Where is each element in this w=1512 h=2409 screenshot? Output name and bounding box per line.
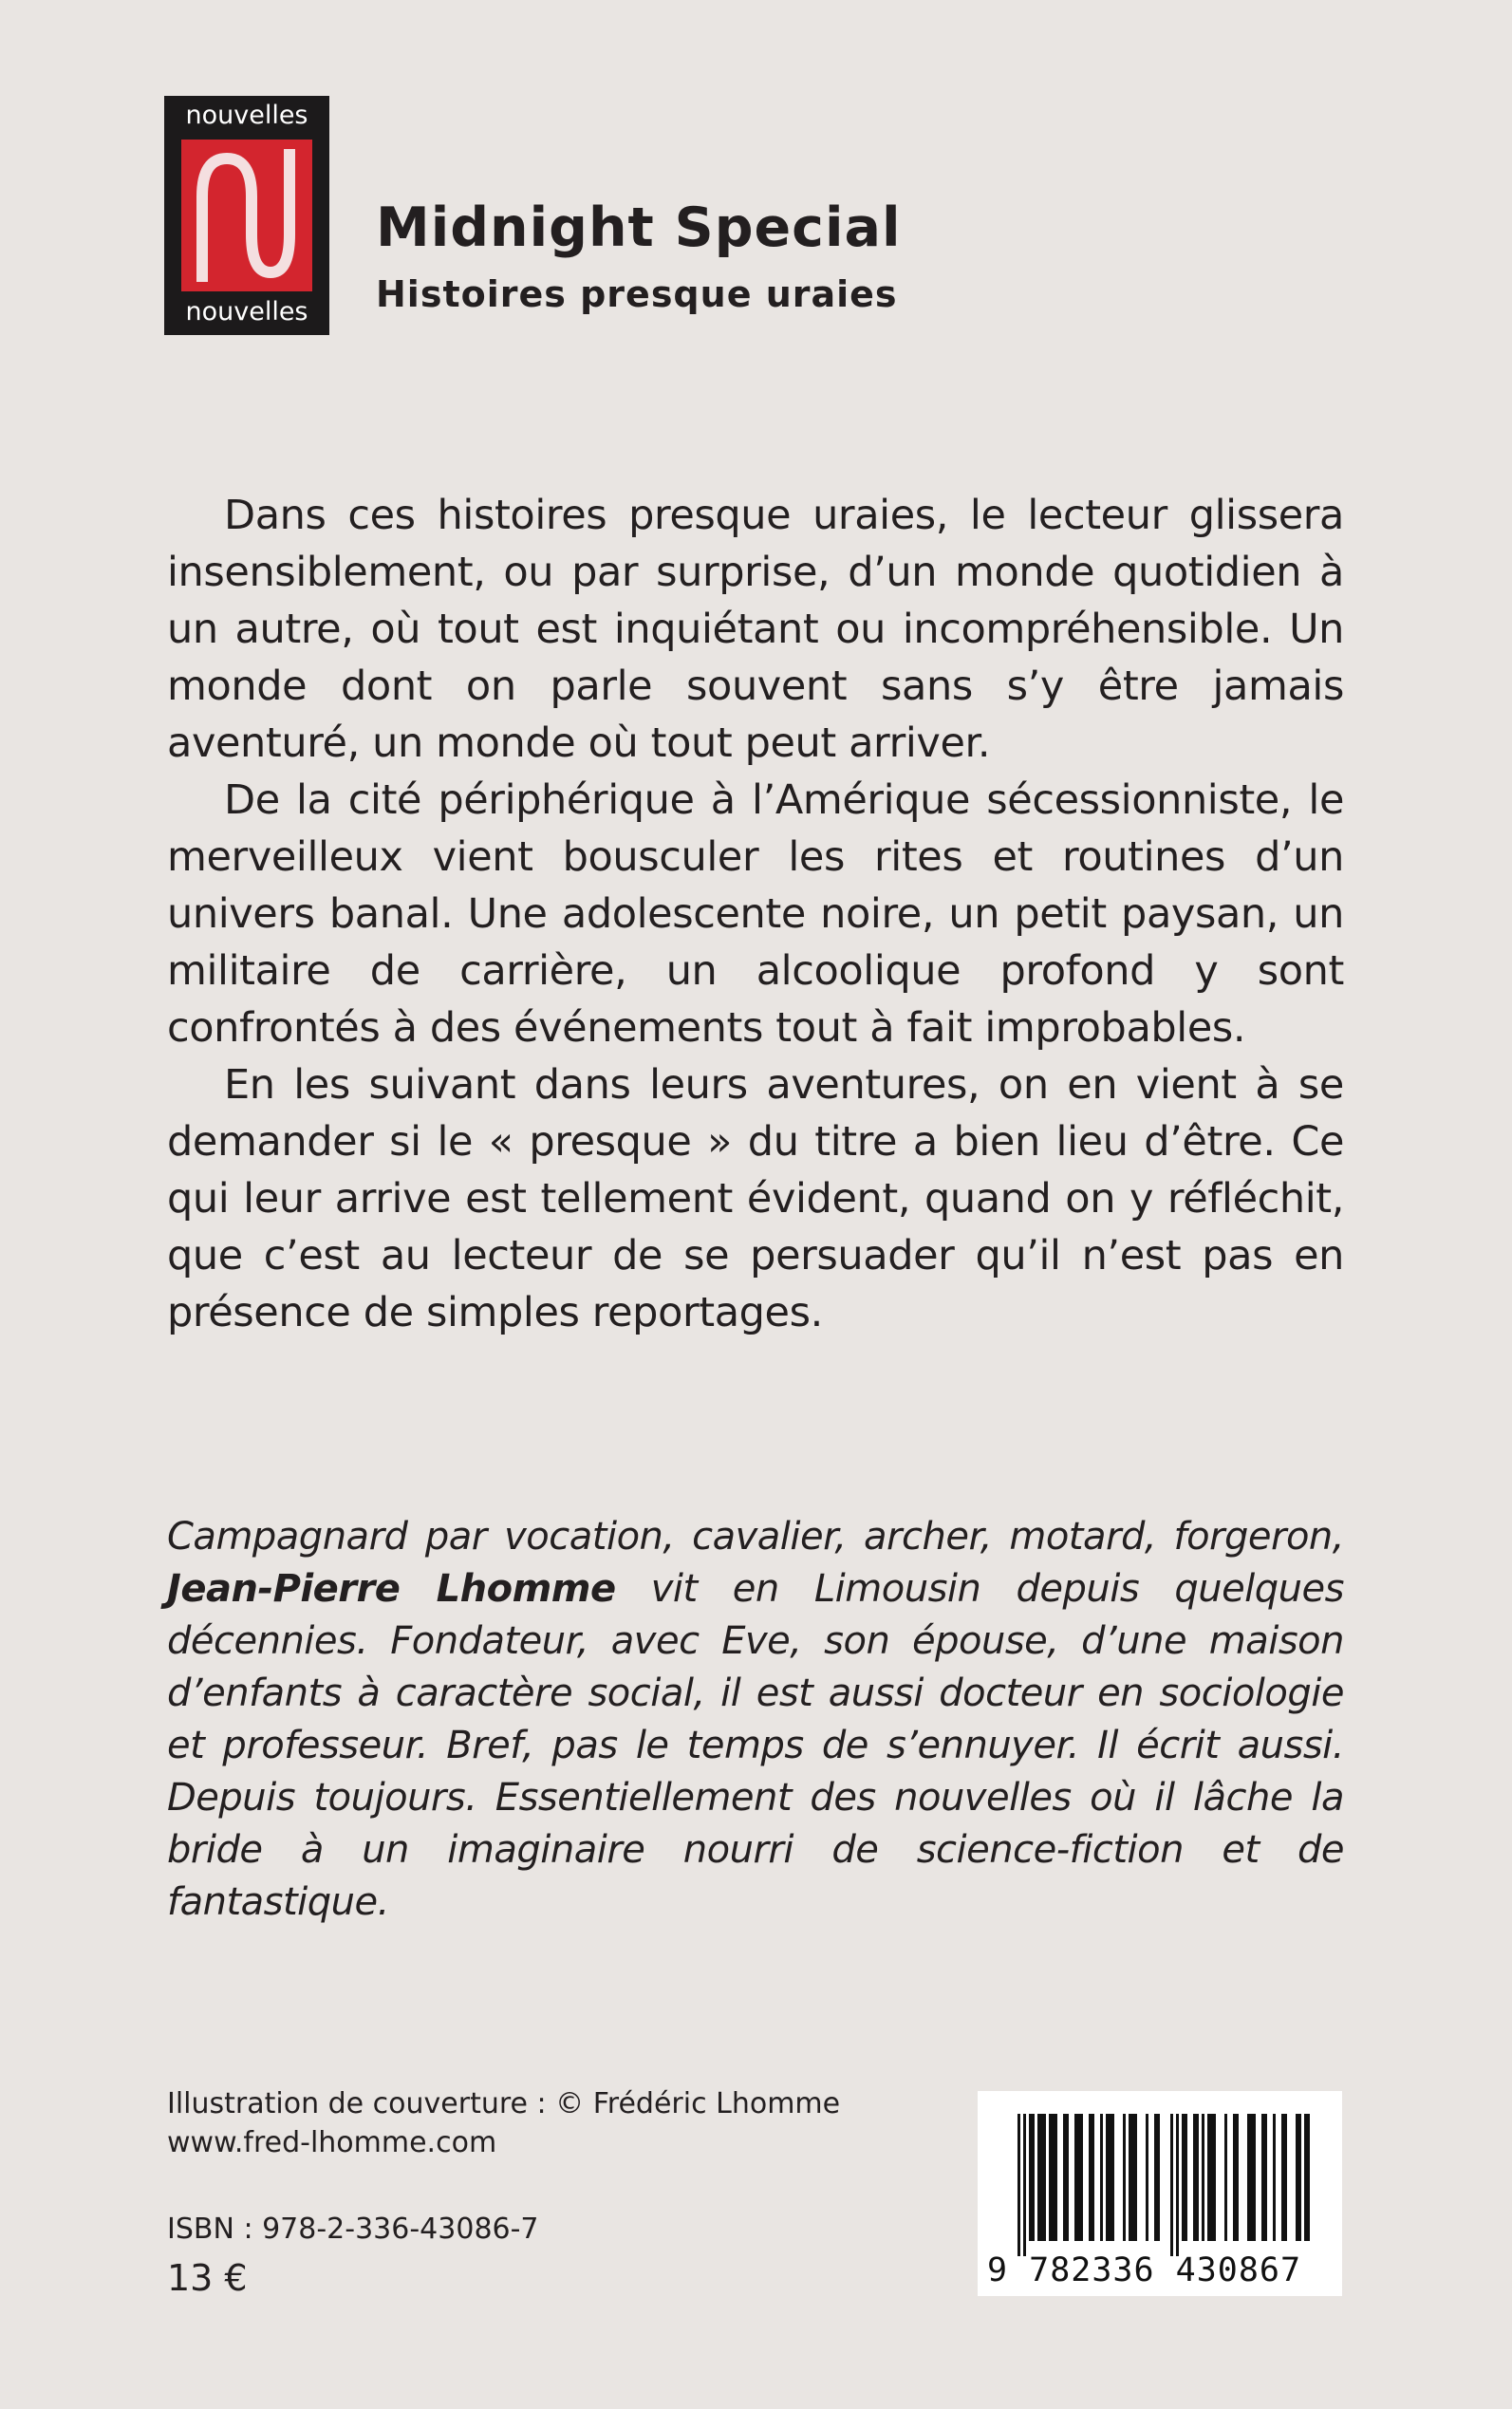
barcode-bar (1224, 2114, 1227, 2241)
logo-red-panel (181, 140, 312, 291)
barcode-bar (1281, 2114, 1287, 2241)
barcode-bar (1049, 2114, 1057, 2241)
barcode-bar (1129, 2114, 1137, 2241)
publisher-logo (164, 96, 329, 335)
isbn: ISBN : 978-2-336-43086-7 (167, 2213, 539, 2246)
barcode-bar (1089, 2114, 1094, 2241)
barcode-bar (1304, 2114, 1310, 2241)
blurb-paragraph: De la cité périphérique à l’Amérique sécessionniste, le merveilleux vient bousculer les rites et routines d’un univers banal. Une adolescente noire, un petit paysan, un militaire de carrière, un alcoolique profond y sont confrontés à des événements tout à fait improbables. (167, 776, 1344, 1052)
book-title: Midnight Special (376, 196, 902, 259)
barcode-bar (1146, 2114, 1148, 2241)
barcode-bar (1202, 2114, 1204, 2241)
bio-text-after: vit en Limousin depuis quelques décennies. Fondateur, avec Eve, son épouse, d’une maison d’enfants à caractère social, il est aussi docteur en sociologie et professeur. Bref, pas le temps de s’ennuyer. Il écrit aussi. Depuis toujours. Essentiellement des nouvelles où il lâche la bride à un imaginaire nourri de science-fiction et de fantastique. (167, 1567, 1344, 1924)
barcode-digits: 9 782336 430867 (987, 2251, 1302, 2289)
barcode-bar (1154, 2114, 1160, 2241)
bio-text-before: Campagnard par vocation, cavalier, archer, motard, forgeron, (167, 1515, 1344, 1559)
barcode-bar (1100, 2114, 1103, 2241)
cover-credits (167, 2084, 840, 2162)
author-bio (167, 1511, 1344, 1929)
barcode-bar (1123, 2114, 1126, 2241)
barcode-bar (1029, 2114, 1035, 2241)
barcode-bar (1037, 2114, 1046, 2241)
barcode-bar (1023, 2114, 1026, 2256)
barcode-bar (1176, 2114, 1179, 2256)
barcode-bar (1207, 2114, 1216, 2241)
barcode-bar (1182, 2114, 1187, 2241)
barcode-bar (1247, 2114, 1256, 2241)
barcode-bar (1106, 2114, 1114, 2241)
illustrator-website: www.fred-lhomme.com (167, 2126, 497, 2159)
barcode-bar (1296, 2114, 1301, 2241)
illustration-credit: Illustration de couverture : © Frédéric Lhomme (167, 2087, 841, 2120)
back-cover-blurb (167, 487, 1344, 1341)
logo-bottom-word: nouvelles (185, 297, 308, 327)
barcode-bar (1233, 2114, 1239, 2241)
barcode-bar (1193, 2114, 1199, 2241)
blurb-paragraph: Dans ces histoires presque uraies, le lecteur glissera insensiblement, ou par surprise, d’un monde quotidien à un autre, où tout est inquiétant ou incompréhensible. Un monde dont on parle souvent sans s’y être jamais aventuré, un monde où tout peut arriver. (167, 492, 1344, 767)
logo-nu-glyph-icon (181, 140, 312, 291)
price: 13 € (167, 2257, 248, 2299)
blurb-paragraph: En les suivant dans leurs aventures, on en vient à se demander si le « presque » du titre a bien lieu d’être. Ce qui leur arrive est tellement évident, quand on y réfléchit, que c’est au lecteur de se persuader qu’il n’est pas en présence de simples reportages. (167, 1061, 1344, 1336)
barcode-bar (1017, 2114, 1020, 2256)
barcode-bar (1170, 2114, 1173, 2256)
barcode-bar (1261, 2114, 1267, 2241)
barcode-bars-icon (1016, 2114, 1310, 2256)
book-subtitle: Histoires presque uraies (376, 273, 898, 315)
author-name: Jean-Pierre Lhomme (167, 1567, 616, 1611)
barcode-bar (1063, 2114, 1069, 2241)
logo-top-word: nouvelles (185, 101, 308, 130)
barcode-bar (1273, 2114, 1276, 2241)
barcode (978, 2091, 1342, 2296)
barcode-bar (1074, 2114, 1083, 2241)
